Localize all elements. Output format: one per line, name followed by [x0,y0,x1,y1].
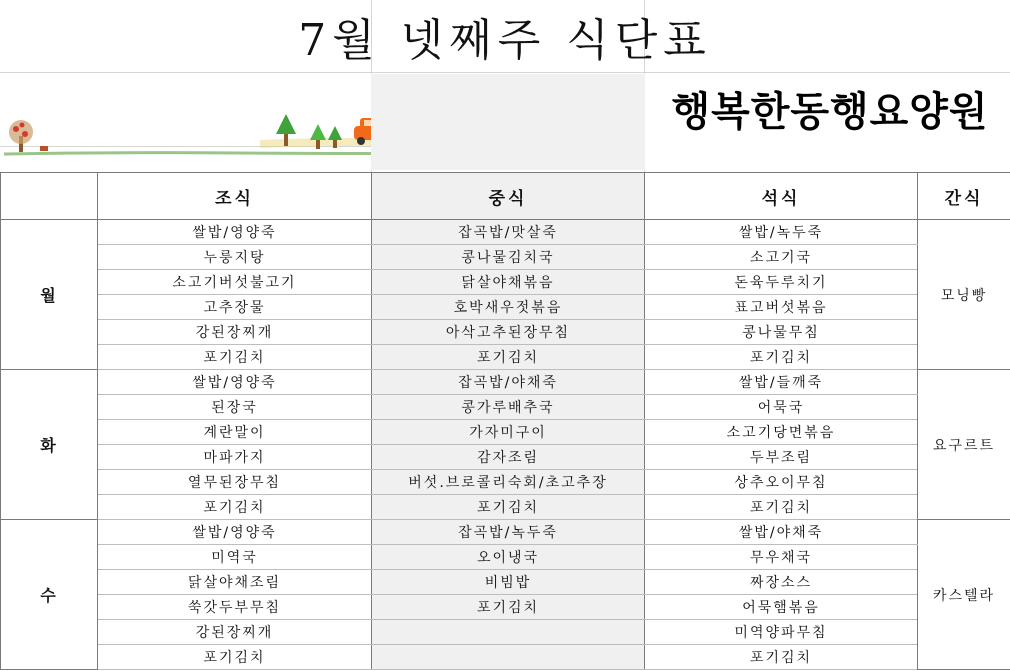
dinner-item: 소고기국 [645,245,918,270]
table-row [1,370,1010,395]
day-label: 수 [1,520,98,670]
lunch-item: 아삭고추된장무침 [372,320,645,345]
dinner-item: 두부조림 [645,445,918,470]
breakfast-item: 포기김치 [98,495,372,520]
table-row [1,295,1010,320]
dinner-item: 소고기당면볶음 [645,420,918,445]
lunch-column-shade [371,74,645,170]
lunch-header: 중식 [372,173,645,220]
table-row [1,420,1010,445]
snack-item: 모닝빵 [918,220,1010,370]
dinner-item: 포기김치 [645,345,918,370]
dinner-header: 석식 [645,173,918,220]
breakfast-item: 마파가지 [98,445,372,470]
breakfast-item: 강된장찌개 [98,620,372,645]
meal-table-body [1,220,1010,670]
table-row [1,545,1010,570]
breakfast-item: 쌀밥/영양죽 [98,520,372,545]
snack-header: 간식 [918,173,1010,220]
lunch-item: 콩가루배추국 [372,395,645,420]
page-title: 7월 넷째주 식단표 [298,15,712,66]
breakfast-item: 닭살야채조림 [98,570,372,595]
breakfast-item: 쑥갓두부무침 [98,595,372,620]
day-header [1,173,98,220]
breakfast-item: 소고기버섯불고기 [98,270,372,295]
lunch-item: 닭살야채볶음 [372,270,645,295]
dinner-item: 미역양파무침 [645,620,918,645]
lunch-item: 감자조림 [372,445,645,470]
lunch-item [372,620,645,645]
breakfast-item: 강된장찌개 [98,320,372,345]
breakfast-item: 누룽지탕 [98,245,372,270]
breakfast-item: 쌀밥/영양죽 [98,220,372,245]
breakfast-item: 포기김치 [98,345,372,370]
table-row [1,570,1010,595]
dinner-item: 돈육두루치기 [645,270,918,295]
table-row [1,595,1010,620]
table-row [1,645,1010,670]
dinner-item: 쌀밥/녹두죽 [645,220,918,245]
breakfast-header: 조식 [98,173,372,220]
table-row [1,320,1010,345]
breakfast-item: 고추장물 [98,295,372,320]
dinner-item: 쌀밥/들깨죽 [645,370,918,395]
breakfast-item: 된장국 [98,395,372,420]
dinner-item: 무우채국 [645,545,918,570]
dinner-item: 포기김치 [645,645,918,670]
table-row [1,470,1010,495]
table-row [1,395,1010,420]
table-row [1,495,1010,520]
table-row [1,220,1010,245]
lunch-item: 포기김치 [372,345,645,370]
dinner-item: 콩나물무침 [645,320,918,345]
meal-table [0,172,1010,670]
gridline [0,72,1010,73]
table-row [1,245,1010,270]
lunch-item: 가자미구이 [372,420,645,445]
breakfast-item: 포기김치 [98,645,372,670]
dinner-item: 쌀밥/야채죽 [645,520,918,545]
dinner-item: 포기김치 [645,495,918,520]
lunch-item: 호박새우젓볶음 [372,295,645,320]
lunch-item: 잡곡밥/녹두죽 [372,520,645,545]
dinner-item: 짜장소스 [645,570,918,595]
organization-name: 행복한동행요양원 [671,88,989,135]
illustration-banner [0,74,645,170]
dinner-item: 표고버섯볶음 [645,295,918,320]
table-row [1,270,1010,295]
table-row [1,520,1010,545]
lunch-item: 오이냉국 [372,545,645,570]
dinner-item: 어묵햄볶음 [645,595,918,620]
dinner-item: 어묵국 [645,395,918,420]
breakfast-item: 미역국 [98,545,372,570]
table-row [1,345,1010,370]
lunch-item: 포기김치 [372,595,645,620]
breakfast-item: 열무된장무침 [98,470,372,495]
lunch-item: 포기김치 [372,495,645,520]
lunch-item: 잡곡밥/야채죽 [372,370,645,395]
table-row [1,445,1010,470]
lunch-item: 비빔밥 [372,570,645,595]
apple-tree-icon [9,120,48,152]
day-label: 월 [1,220,98,370]
lunch-item [372,645,645,670]
lunch-item: 콩나물김치국 [372,245,645,270]
breakfast-item: 쌀밥/영양죽 [98,370,372,395]
header-row [1,173,1010,220]
breakfast-item: 계란말이 [98,420,372,445]
snack-item: 카스텔라 [918,520,1010,670]
lunch-item: 버섯.브로콜리숙회/초고추장 [372,470,645,495]
day-label: 화 [1,370,98,520]
snack-item: 요구르트 [918,370,1010,520]
table-row [1,620,1010,645]
lunch-item: 잡곡밥/맛살죽 [372,220,645,245]
dinner-item: 상추오이무침 [645,470,918,495]
